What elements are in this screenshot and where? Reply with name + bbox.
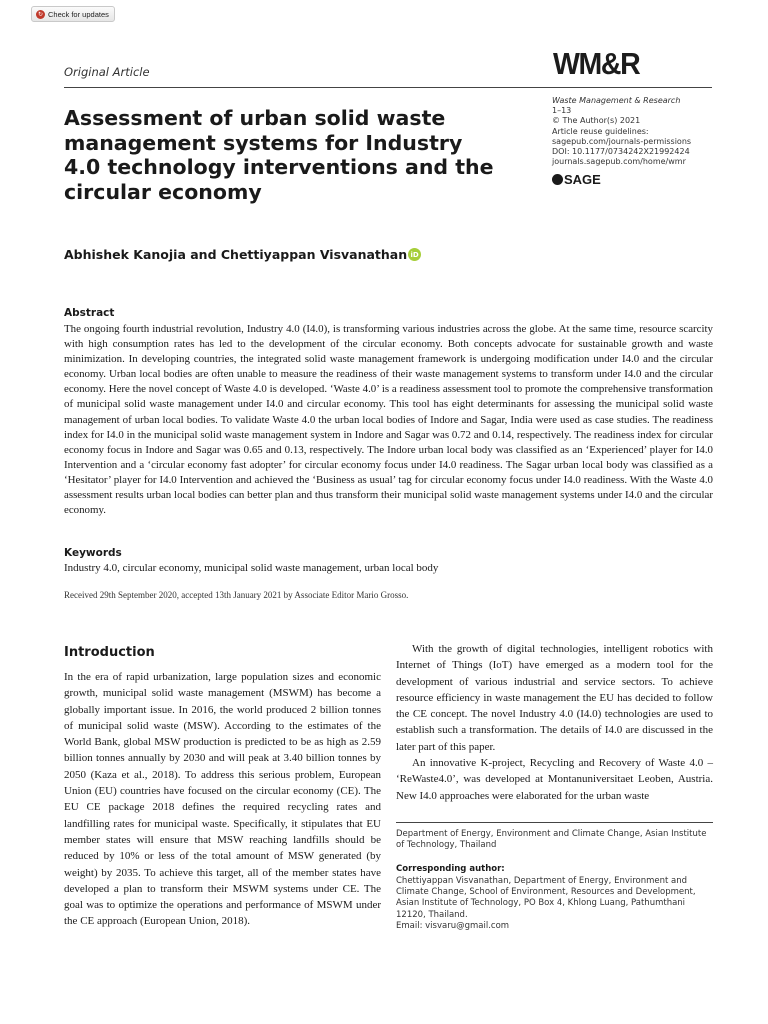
intro-paragraph-2: With the growth of digital technologies, intelligent robotics with Internet of Things (IoT) have emerged as a modern tool for the development of various industrial and service sectors. To achieve resource efficiency in waste management the EU has decided to follow the CE concept. The novel Industry 4.0 (I4.0) technologies are used to establish such a transformation. The details of I4.0 are discussed in the later part of this paper.	[396, 643, 713, 753]
reuse-link[interactable]: sagepub.com/journals-permissions	[552, 136, 692, 146]
authors: Abhishek Kanojia and Chettiyappan Visvanathan	[64, 247, 408, 262]
sage-circle-icon	[552, 174, 563, 185]
received-line: Received 29th September 2020, accepted 13th January 2021 by Associate Editor Mario Grosso.	[64, 590, 409, 600]
corresponding-author	[396, 876, 713, 932]
introduction-column-1: In the era of rapid urbanization, large population sizes and economic growth, municipal solid waste management (MSWM) has become a globally important issue. In 2016, the world produced 2 billion tonnes of municipal solid waste (MSW). According to the estimates of the World Bank, global MSW production is predicted to be as high as 2.59 billion tonnes annually by 2030 and will peak at 3.40 billion tonnes by 2050 (Kaza et al., 2018). To address this serious problem, European Union (EU) countries have focused on the circular economy (CE). The EU CE package 2018 defines the required recycling rates and landfilling rates for municipal waste. Specifically, it stipulates that EU member states will ensure that MSW reaching landfills should be reduced by 10% or less of the total amount of MSW generated (by weight) by 2035. To achieve this target, all of the member states have developed a plan to transform their MSWM systems under CE. The goal was to optimize the operations and performance of MSWM under the CE approach (European Union, 2018).	[64, 671, 381, 928]
copyright: © The Author(s) 2021	[552, 116, 641, 126]
corresponding-author-address: Chettiyappan Visvanathan, Department of Energy, Environment and Climate Change, School of Environment, Resources and Development, Asian Institute of Technology, PO Box 4, Khlong Luang, Pathumthani 12120, Thailand.	[396, 876, 696, 920]
footnote-divider	[396, 822, 713, 823]
abstract-text: The ongoing fourth industrial revolution, Industry 4.0 (I4.0), is transforming various industries across the globe. At the same time, resource scarcity with high consumption rates has led to the development of the circular economy. Both concepts advocate for sustainable growth and waste minimization. In developing countries, the integrated solid waste management framework is undergoing modification under I4.0 and the circular economy. Urban local bodies are often unable to measure the readiness of their waste management systems to transform under I4.0 and the circular economy. Here the novel concept of Waste 4.0 is developed. ‘Waste 4.0’ is a readiness assessment tool to promote the comprehensive transformation of municipal solid waste management under I4.0 and circular economy. This tool has eight determinants for assessing the municipal solid waste management of urban local bodies. To validate Waste 4.0 the urban local bodies of Indore and Sagar, India were used as case studies. The readiness index for I4.0 in the municipal solid waste management system in Indore and Sagar was 0.72 and 0.14, respectively. The readiness index for circular economy focus in Indore and Sagar was 0.65 and 0.13, respectively. The Indore urban local body was classified as an ‘Experienced’ player for I4.0 Intervention and a ‘circular economy fast adopter’ for circular economy focus under I4.0 readiness. The Sagar urban local body was classified as a ‘Hesitator’ player for I4.0 Intervention and achieved the ‘Business as usual’ tag for circular economy focus under I4.0 readiness. With the Waste 4.0 assessment results urban local bodies can better plan and thus transform their municipal solid waste management systems under I4.0 and the circular economy.	[64, 323, 713, 517]
corresponding-author-heading: Corresponding author:	[396, 864, 505, 874]
introduction-heading: Introduction	[64, 645, 155, 660]
orcid-icon[interactable]: iD	[408, 248, 421, 261]
intro-paragraph-3: An innovative K-project, Recycling and Recovery of Waste 4.0 – ‘ReWaste4.0’, was developed at Montanuniversitaet Leoben, Austria. New I4.0 approaches were elaborated for the urban waste	[396, 757, 713, 802]
keywords-heading: Keywords	[64, 547, 122, 559]
update-icon: ↻	[37, 11, 44, 18]
article-type: Original Article	[64, 65, 150, 79]
reuse-label: Article reuse guidelines:	[552, 126, 649, 136]
introduction-column-2	[396, 641, 713, 804]
publisher-name: SAGE	[564, 172, 601, 187]
check-for-updates-label: Check for updates	[48, 9, 109, 19]
abstract-heading: Abstract	[64, 307, 115, 319]
affiliation: Department of Energy, Environment and Climate Change, Asian Institute of Technology, Thailand	[396, 829, 707, 850]
header-divider	[64, 87, 712, 88]
doi[interactable]: DOI: 10.1177/0734242X21992424	[552, 147, 690, 157]
article-title: Assessment of urban solid waste management systems for Industry 4.0 technology interventions and the circular economy	[64, 106, 494, 204]
journal-info	[552, 96, 717, 167]
publisher-logo	[552, 172, 601, 187]
journal-name: Waste Management & Research	[552, 96, 681, 105]
page-range: 1–13	[552, 106, 572, 116]
journal-logo: WM&R	[553, 46, 640, 81]
keywords-text: Industry 4.0, circular economy, municipal solid waste management, urban local body	[64, 562, 439, 574]
author-line	[64, 247, 421, 262]
journal-link[interactable]: journals.sagepub.com/home/wmr	[552, 157, 686, 167]
check-for-updates-button[interactable]	[31, 6, 115, 22]
corresponding-email[interactable]: Email: visvaru@gmail.com	[396, 920, 510, 931]
